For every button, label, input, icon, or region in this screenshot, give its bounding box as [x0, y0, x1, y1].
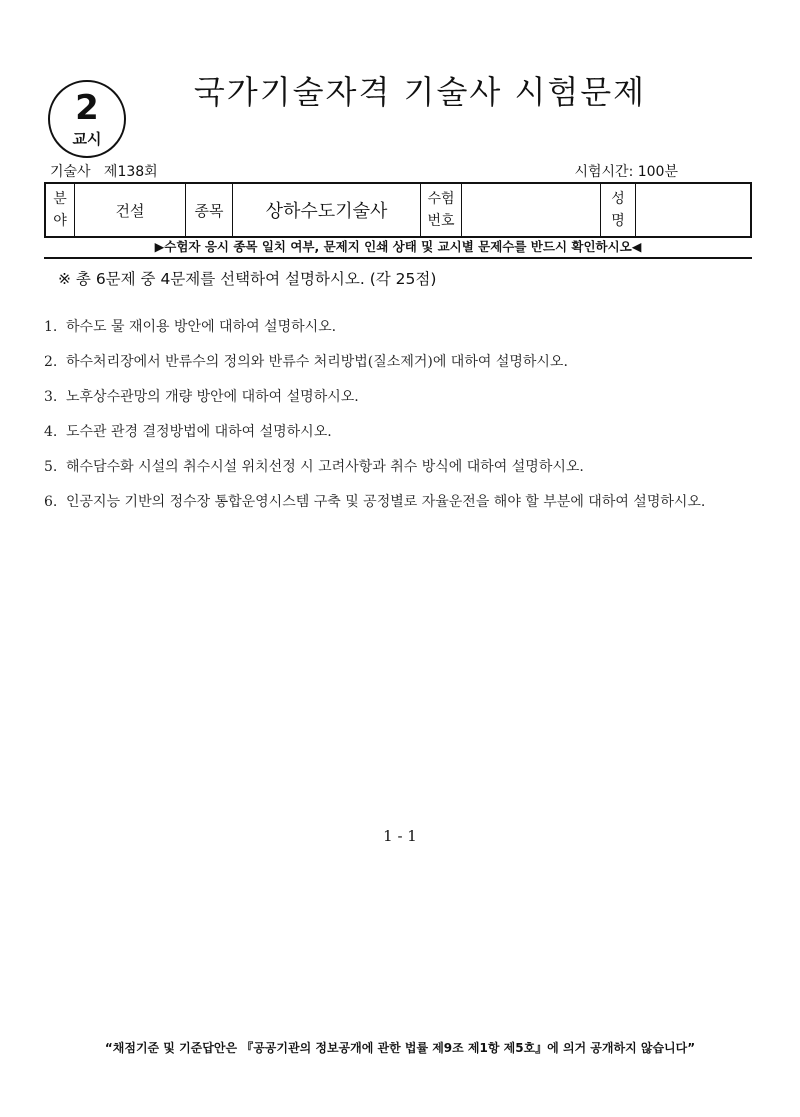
question-list [44, 312, 759, 522]
examinee-info-table [44, 182, 752, 238]
question-number: 2. [44, 354, 58, 370]
exam-number-label-line-1: 수험 [427, 191, 455, 207]
name-field[interactable] [636, 183, 752, 237]
question-number: 4. [44, 424, 58, 440]
disclosure-footer-note: “채점기준 및 기준답안은 『공공기관의 정보공개에 관한 법률 제9조 제1항 제5호』에 의거 공개하지 않습니다” [104, 1041, 696, 1055]
name-label-line-2: 명 [611, 213, 625, 229]
question-text: 하수도 물 재이용 방안에 대하여 설명하시오. [66, 319, 337, 335]
question-item [44, 417, 759, 447]
question-item [44, 347, 759, 377]
selection-instruction: ※ 총 6문제 중 4문제를 선택하여 설명하시오. (각 25점) [58, 270, 437, 288]
session-badge [48, 80, 126, 158]
question-text: 해수담수화 시설의 취수시설 위치선정 시 고려사항과 취수 방식에 대하여 설명하시오. [66, 459, 584, 475]
page-number: 1 - 1 [383, 827, 417, 845]
question-text: 도수관 관경 결정방법에 대하여 설명하시오. [66, 424, 332, 440]
question-text: 인공지능 기반의 정수장 통합운영시스템 구축 및 공정별로 자율운전을 해야 할 부분에 대하여 설명하시오. [66, 494, 706, 510]
category-label: 종목 [186, 183, 233, 237]
name-label-line-1: 성 [611, 191, 625, 207]
session-label: 교시 [72, 130, 102, 148]
document-title: 국가기술자격 기술사 시험문제 [193, 73, 647, 111]
exam-number-field[interactable] [462, 183, 601, 237]
question-number: 1. [44, 319, 58, 335]
field-label-cell [45, 183, 75, 237]
field-value: 건설 [75, 183, 186, 237]
exam-number-label-line-2: 번호 [427, 213, 455, 229]
field-label-line-2: 야 [53, 213, 67, 229]
category-value: 상하수도기술사 [233, 183, 421, 237]
check-notice: ▶수험자 응시 종목 일치 여부, 문제지 인쇄 상태 및 교시별 문제수를 반드시 확인하시오◀ [44, 239, 752, 259]
question-item [44, 452, 759, 482]
question-number: 3. [44, 389, 58, 405]
exam-number-label-cell [421, 183, 462, 237]
exam-time: 시험시간: 100분 [574, 164, 678, 180]
question-item [44, 312, 759, 342]
question-number: 6. [44, 494, 58, 510]
name-label-cell [601, 183, 636, 237]
field-label-line-1: 분 [53, 191, 67, 207]
question-text: 노후상수관망의 개량 방안에 대하여 설명하시오. [66, 389, 359, 405]
question-text: 하수처리장에서 반류수의 정의와 반류수 처리방법(질소제거)에 대하여 설명하시오. [66, 354, 568, 370]
question-number: 5. [44, 459, 58, 475]
session-number: 2 [75, 88, 99, 128]
question-item [44, 487, 759, 517]
exam-round: 기술사 제138회 [50, 164, 158, 180]
question-item [44, 382, 759, 412]
